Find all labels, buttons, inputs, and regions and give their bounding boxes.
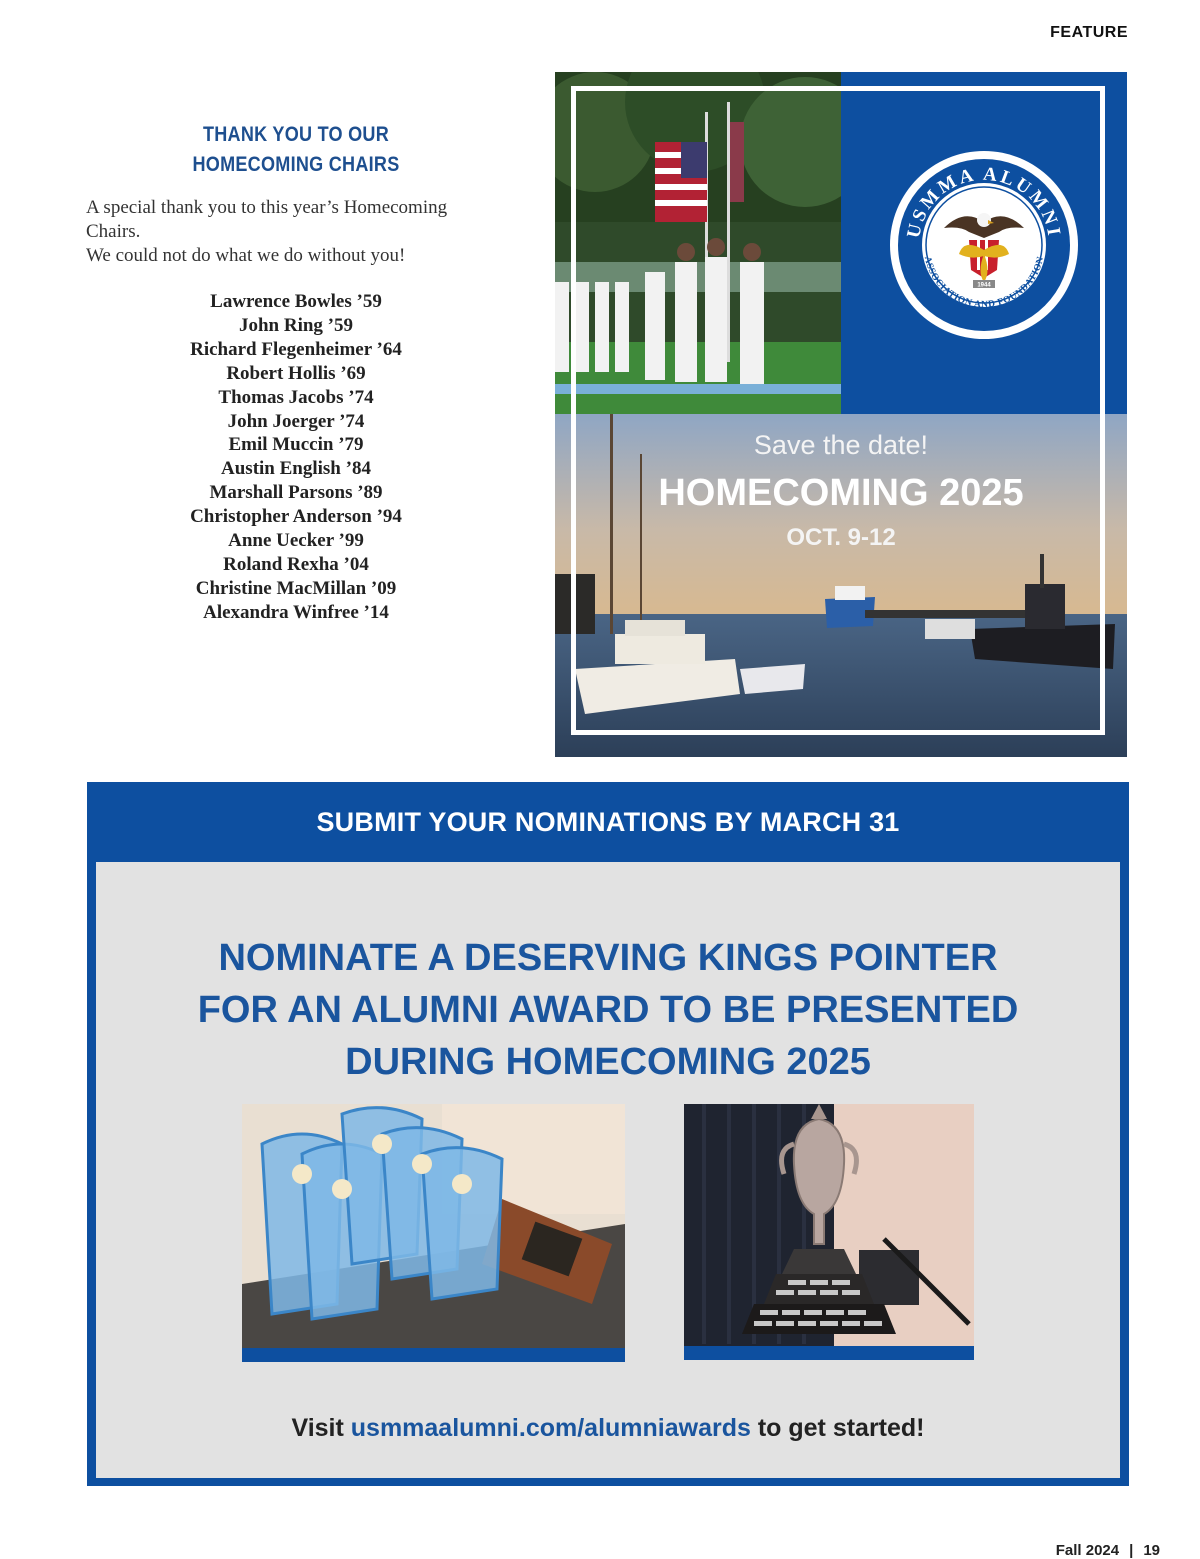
chair-name: Thomas Jacobs ’74 <box>218 386 374 408</box>
chair-name: Austin English ’84 <box>221 458 371 480</box>
chair-name: John Joerger ’74 <box>227 410 365 432</box>
chair-name: Robert Hollis ’69 <box>226 362 366 384</box>
chair-name: Richard Flegenheimer ’64 <box>190 338 402 360</box>
homecoming-poster <box>555 72 1127 757</box>
nominations-heading-line-1: NOMINATE A DESERVING KINGS POINTER <box>218 936 998 979</box>
trophy-cup-photo <box>684 1104 974 1360</box>
nominations-box <box>87 782 1129 1486</box>
glass-awards-photo <box>242 1104 625 1362</box>
chairs-intro-line-1: A special thank you to this year’s Homecoming Chairs. <box>86 197 448 242</box>
chair-name: Anne Uecker ’99 <box>228 530 364 552</box>
seal-top-text: USMMA ALUMNI <box>903 163 1065 241</box>
nominations-heading-line-2: FOR AN ALUMNI AWARD TO BE PRESENTED <box>197 988 1019 1031</box>
save-the-date: Save the date! <box>753 430 929 460</box>
nominations-banner: SUBMIT YOUR NOMINATIONS BY MARCH 31 <box>316 806 900 837</box>
homecoming-chairs-section <box>86 120 506 625</box>
chairs-list <box>86 290 506 625</box>
seal-year: 1944 <box>977 282 991 289</box>
visit-prefix: Visit <box>291 1414 351 1442</box>
chair-name: Marshall Parsons ’89 <box>209 482 383 504</box>
page-number: 19 <box>1143 1542 1160 1559</box>
chairs-intro <box>86 196 506 268</box>
homecoming-dates: OCT. 9-12 <box>786 524 896 551</box>
chairs-heading <box>115 120 476 180</box>
chair-name: Alexandra Winfree ’14 <box>203 601 389 623</box>
chair-name: Roland Rexha ’04 <box>223 553 369 575</box>
chairs-heading-line-1: THANK YOU TO OUR <box>202 123 390 146</box>
chairs-intro-line-2: We could not do what we do without you! <box>86 245 406 266</box>
chair-name: Christine MacMillan ’09 <box>195 577 397 599</box>
nominations-panel <box>96 862 1120 1478</box>
chair-name: Christopher Anderson ’94 <box>190 506 402 528</box>
chair-name: Lawrence Bowles ’59 <box>210 291 382 312</box>
visit-line <box>87 1414 1129 1443</box>
homecoming-title: HOMECOMING 2025 <box>658 472 1024 514</box>
nominations-heading <box>96 932 1120 1088</box>
chairs-heading-line-2: HOMECOMING CHAIRS <box>192 153 400 176</box>
usmma-alumni-seal <box>889 150 1079 340</box>
seal-bottom-text: ASSOCIATION AND FOUNDATION <box>921 255 1047 311</box>
section-label: FEATURE <box>1050 24 1128 41</box>
visit-suffix: to get started! <box>750 1414 925 1442</box>
awards-link[interactable]: usmmaalumni.com/alumniawards <box>350 1414 751 1442</box>
issue-label: Fall 2024 <box>1055 1542 1120 1559</box>
page-footer <box>1056 1542 1160 1559</box>
chair-name: Emil Muccin ’79 <box>228 434 364 456</box>
chair-name: John Ring ’59 <box>238 314 354 336</box>
nominations-heading-line-3: DURING HOMECOMING 2025 <box>345 1040 871 1083</box>
footer-separator: | <box>1129 1542 1134 1559</box>
